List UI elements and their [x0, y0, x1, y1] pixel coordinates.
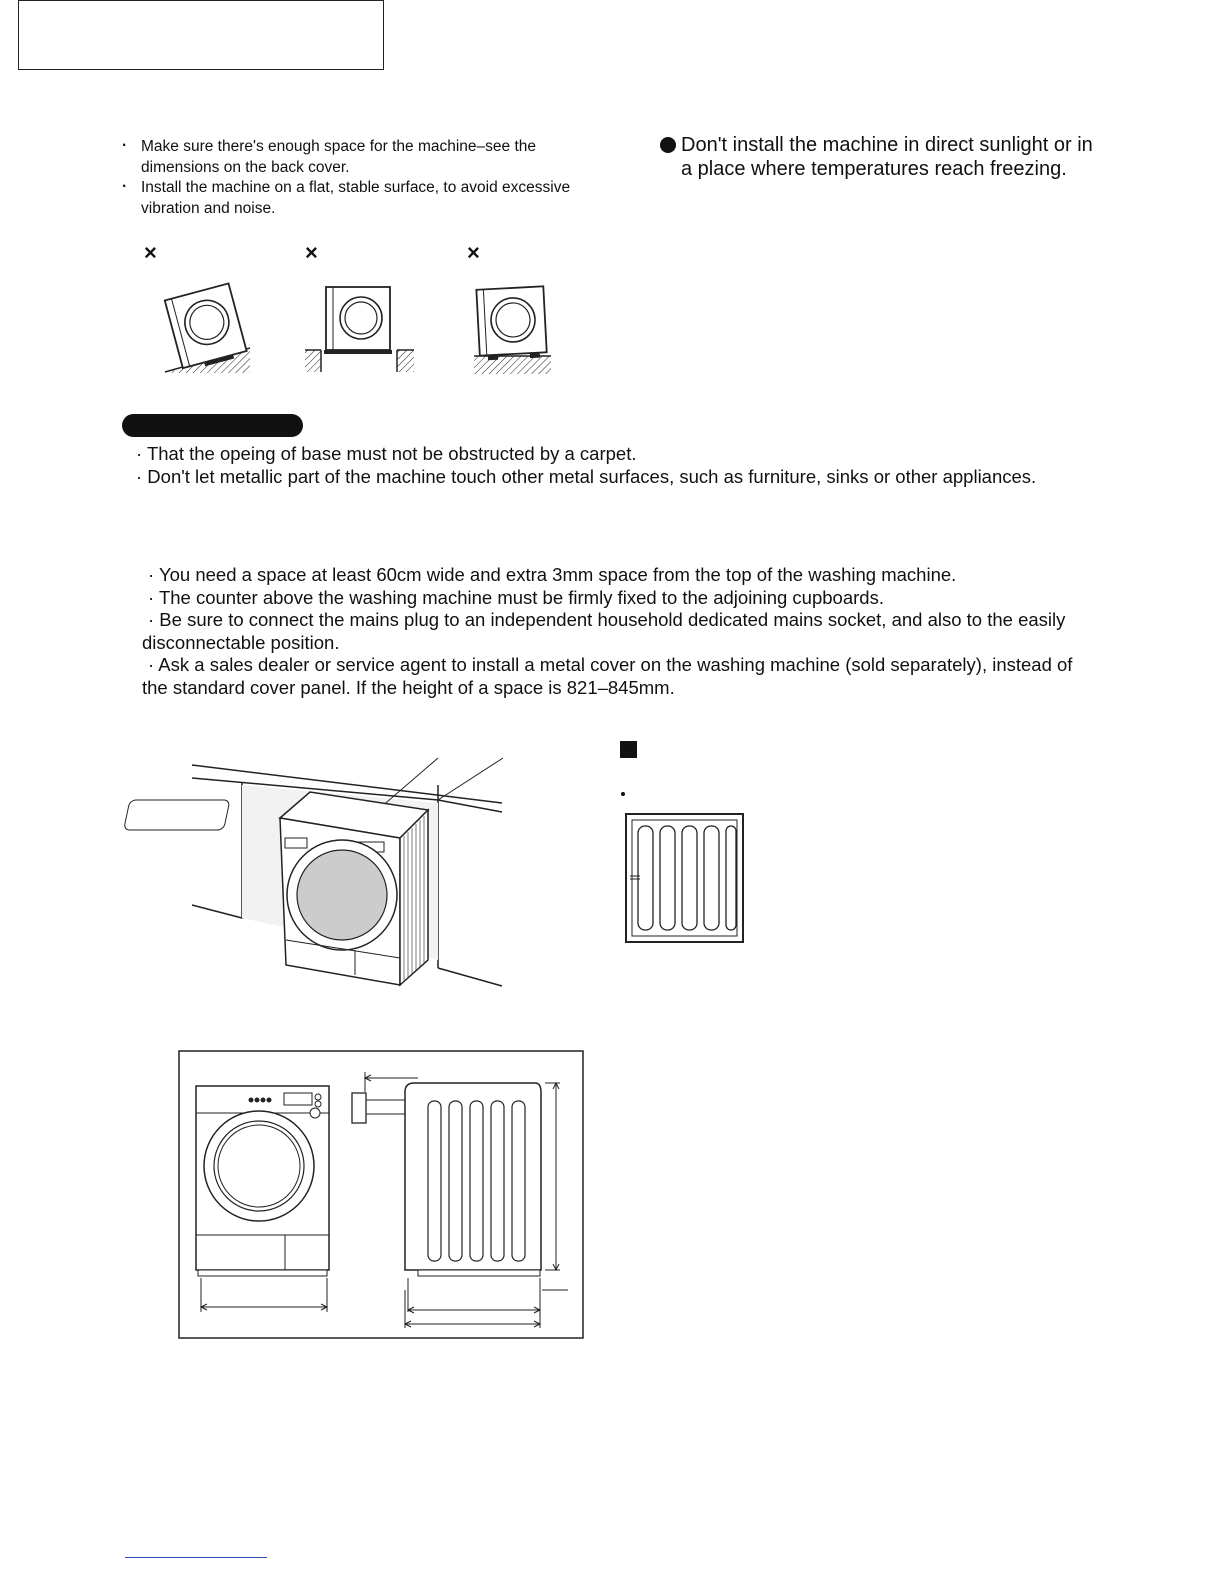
- requirement-flat-surface: · Install the machine on a flat, stable surface, to avoid excessive vibration and noise.: [122, 178, 602, 219]
- caution-carpet: · That the opeing of base must not be obstructed by a carpet.: [136, 443, 637, 464]
- front-view-icon: [196, 1086, 329, 1276]
- under-counter-metal-cover: · Ask a sales dealer or service agent to install a metal cover on the washing machine (sold separately), instead of the standard cover panel. If the height of a space is 821–845mm.: [142, 654, 1073, 698]
- under-counter-space: · You need a space at least 60cm wide and extra 3mm space from the top of the washing machine.: [148, 564, 957, 585]
- footer-link-underline: [125, 1557, 267, 1558]
- under-counter-fixed-counter: · The counter above the washing machine must be firmly fixed to the adjoining cupboards.: [148, 586, 884, 608]
- sunlight-warning-text: Don't install the machine in direct sunlight or in a place where temperatures reach freezing.: [681, 134, 1093, 180]
- wrong-mark-3: ×: [467, 240, 480, 265]
- requirement-space: · Make sure there's enough space for the machine–see the dimensions on the back cover.: [122, 137, 602, 178]
- wrong-mark-2: ×: [305, 240, 318, 265]
- wrong-mark-1: ×: [144, 240, 157, 265]
- caution-metal-contact: · Don't let metallic part of the machine touch other metal surfaces, such as furniture, sinks or other appliances.: [136, 465, 1037, 487]
- under-counter-mains-plug: · Be sure to connect the mains plug to an independent household dedicated mains socket, and also to the easily disconnectable position.: [142, 609, 1066, 653]
